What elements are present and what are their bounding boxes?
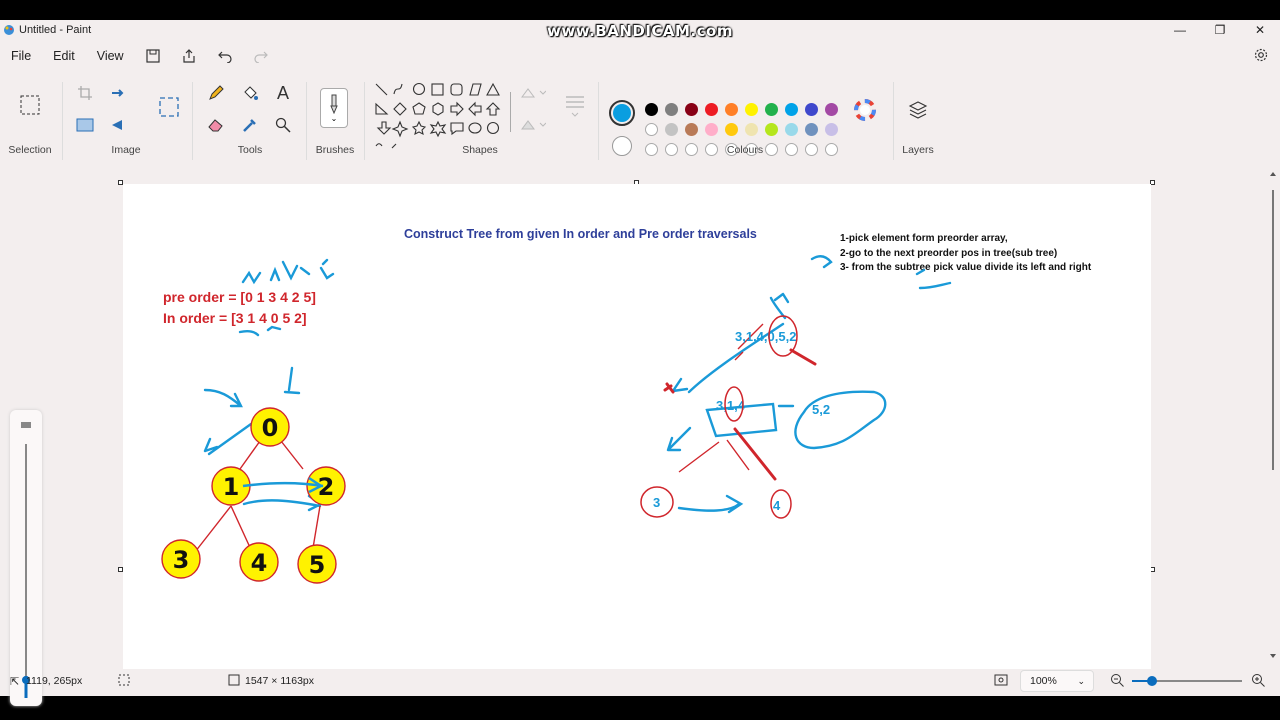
left-subtree-label: 3,1,4: [716, 398, 745, 413]
group-label-brushes: Brushes: [315, 144, 355, 156]
selection-icon[interactable]: [17, 92, 43, 118]
canvas-drawings: [123, 184, 1151, 669]
paint-window: [0, 20, 1280, 696]
divider: [62, 82, 63, 160]
divider: [192, 82, 193, 160]
canvas-size: 1547 × 1163px: [245, 675, 314, 687]
colour-swatch[interactable]: [825, 103, 838, 116]
selection-size-icon: [118, 674, 130, 689]
colour-swatch[interactable]: [705, 123, 718, 136]
edit-colours-icon[interactable]: [852, 97, 878, 123]
bandicam-watermark: www.BANDICAM.com: [546, 22, 733, 40]
zoom-out-icon[interactable]: [1110, 673, 1124, 690]
paint-app-icon: [3, 24, 15, 36]
vertical-scrollbar[interactable]: [1270, 170, 1276, 660]
chevron-down-icon: ⌄: [1077, 675, 1085, 686]
colour-picker-icon[interactable]: [237, 112, 263, 138]
node-4-label: 4: [773, 498, 781, 513]
divider: [364, 82, 365, 160]
colour-swatch[interactable]: [785, 123, 798, 136]
zoom-slider[interactable]: [1132, 680, 1242, 682]
inorder-array: In order = [3 1 4 0 5 2]: [163, 310, 307, 326]
rotate-icon[interactable]: [106, 112, 132, 138]
divider: [510, 92, 511, 132]
zoom-value: 100%: [1030, 675, 1057, 687]
colour-swatch[interactable]: [805, 123, 818, 136]
image-text-icon[interactable]: [72, 112, 98, 138]
fill-icon[interactable]: [520, 112, 546, 138]
colour-swatch[interactable]: [765, 103, 778, 116]
step-3: 3- from the subtree pick value divide its left and right: [840, 262, 1092, 273]
colour-swatch[interactable]: [665, 123, 678, 136]
preorder-array: pre order = [0 1 3 4 2 5]: [163, 289, 316, 305]
text-tool-icon[interactable]: A: [276, 82, 289, 103]
right-subtree-label: 5,2: [812, 402, 831, 417]
colour-swatch[interactable]: [665, 103, 678, 116]
colour-swatch[interactable]: [705, 103, 718, 116]
colour-swatch[interactable]: [805, 103, 818, 116]
divider: [306, 82, 307, 160]
fill-bucket-icon[interactable]: [237, 80, 263, 106]
colour-swatch[interactable]: [825, 123, 838, 136]
colour-swatch[interactable]: [645, 123, 658, 136]
share-icon[interactable]: [171, 44, 207, 68]
node-3-label: 3: [653, 495, 661, 510]
image-search-icon[interactable]: [156, 94, 182, 120]
undo-icon[interactable]: [207, 44, 243, 68]
colour-swatch[interactable]: [685, 103, 698, 116]
shape-size-icon[interactable]: [562, 92, 588, 118]
fit-to-window-icon[interactable]: [994, 674, 1008, 689]
save-icon[interactable]: [135, 44, 171, 68]
window-title: Untitled - Paint: [19, 24, 92, 36]
zoom-dropdown[interactable]: [1020, 670, 1094, 692]
colour-swatch[interactable]: [745, 103, 758, 116]
minimize-button[interactable]: —: [1174, 23, 1186, 37]
colour-swatch[interactable]: [785, 103, 798, 116]
brush-icon[interactable]: ⌄: [320, 88, 348, 128]
drawing-canvas[interactable]: [123, 184, 1151, 669]
canvas-title-text: Construct Tree from given In order and Pre order traversals: [404, 227, 757, 241]
group-label-shapes: Shapes: [462, 144, 498, 156]
ribbon-toolbar: [0, 74, 1280, 160]
primary-colour-swatch: [613, 104, 631, 122]
status-bar: [0, 666, 1280, 696]
colour-swatch[interactable]: [685, 123, 698, 136]
divider: [598, 82, 599, 160]
tree-node-3: 3: [172, 546, 190, 574]
eraser-icon[interactable]: [203, 112, 229, 138]
root-split-label: 3,1,4,0,5,2: [735, 329, 797, 344]
tree-node-0: 0: [261, 414, 279, 442]
menu-edit[interactable]: Edit: [53, 49, 75, 63]
tree-node-4: 4: [250, 549, 268, 577]
canvas-size-icon: [228, 674, 240, 689]
cursor-icon: ⇱: [10, 675, 20, 688]
menu-file[interactable]: File: [11, 49, 32, 63]
tree-node-5: 5: [308, 551, 326, 579]
group-label-layers: Layers: [902, 144, 934, 156]
colour-swatch[interactable]: [725, 123, 738, 136]
colour-swatch[interactable]: [645, 103, 658, 116]
layers-icon[interactable]: [905, 97, 931, 123]
menu-bar: [0, 44, 279, 68]
step-2: 2-go to the next preorder pos in tree(sub tree): [840, 247, 1058, 259]
tree-node-2: 2: [317, 473, 335, 501]
group-label-colours: Colours: [726, 144, 764, 156]
magnifier-icon[interactable]: [270, 112, 296, 138]
redo-icon[interactable]: [243, 44, 279, 68]
tree-node-1: 1: [222, 473, 240, 501]
canvas-area: [0, 164, 1280, 664]
divider: [893, 82, 894, 160]
resize-icon[interactable]: [106, 80, 132, 106]
close-button[interactable]: ✕: [1254, 23, 1266, 37]
settings-gear-icon[interactable]: [1254, 48, 1268, 67]
colour-swatch[interactable]: [725, 103, 738, 116]
colour-swatch[interactable]: [765, 123, 778, 136]
crop-icon[interactable]: [72, 80, 98, 106]
group-label-selection: Selection: [8, 144, 52, 156]
colour-swatch[interactable]: [745, 123, 758, 136]
zoom-in-icon[interactable]: [1251, 673, 1265, 690]
menu-view[interactable]: View: [96, 49, 124, 63]
step-1: 1-pick element form preorder array,: [840, 233, 1008, 244]
cursor-position: 1119, 265px: [26, 675, 83, 687]
outline-icon[interactable]: [520, 80, 546, 106]
group-label-tools: Tools: [237, 144, 263, 156]
maximize-button[interactable]: ❐: [1214, 23, 1226, 37]
primary-colour-button[interactable]: [609, 100, 635, 126]
pencil-icon[interactable]: [203, 80, 229, 106]
group-label-image: Image: [111, 144, 141, 156]
brush-size-slider[interactable]: [10, 410, 42, 706]
